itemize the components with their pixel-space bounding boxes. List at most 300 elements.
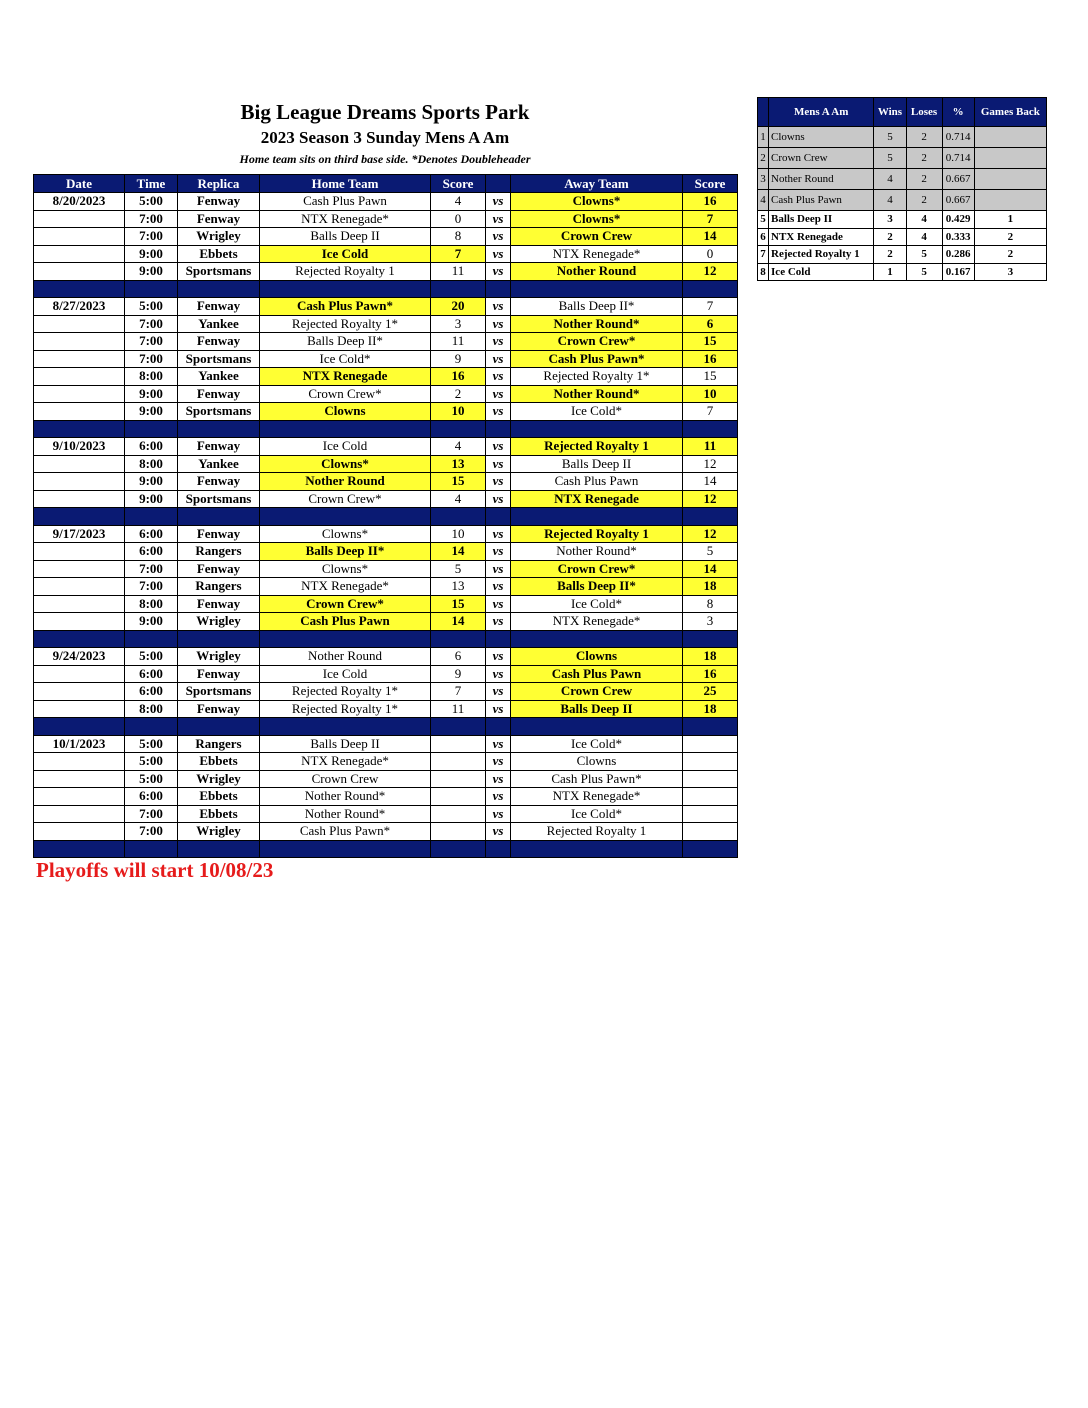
game-field: Rangers — [178, 735, 260, 753]
game-time: 9:00 — [125, 263, 178, 281]
game-field: Fenway — [178, 473, 260, 491]
away-score: 7 — [683, 298, 738, 316]
vs-label: vs — [486, 700, 511, 718]
col-home-team: Home Team — [260, 175, 431, 193]
game-time: 9:00 — [125, 613, 178, 631]
game-row — [34, 385, 738, 403]
vs-label: vs — [486, 228, 511, 246]
separator-cell — [486, 508, 511, 526]
vs-label: vs — [486, 455, 511, 473]
game-row — [34, 298, 738, 316]
home-score: 2 — [431, 385, 486, 403]
standing-pct: 0.714 — [942, 127, 974, 148]
game-date: 9/24/2023 — [34, 648, 125, 666]
separator-cell — [125, 630, 178, 648]
game-time: 6:00 — [125, 438, 178, 456]
home-team: Rejected Royalty 1* — [260, 683, 431, 701]
standings-col-rank — [758, 98, 769, 127]
away-score: 6 — [683, 315, 738, 333]
game-time: 7:00 — [125, 315, 178, 333]
game-row — [34, 595, 738, 613]
game-row — [34, 368, 738, 386]
game-date: 9/17/2023 — [34, 525, 125, 543]
vs-label: vs — [486, 385, 511, 403]
game-time: 6:00 — [125, 543, 178, 561]
standings-row — [758, 127, 1047, 148]
home-score: 9 — [431, 350, 486, 368]
home-score: 7 — [431, 683, 486, 701]
standing-loses: 2 — [906, 169, 942, 190]
away-team: Ice Cold* — [511, 805, 683, 823]
standings-col-loses: Loses — [906, 98, 942, 127]
separator-cell — [486, 840, 511, 858]
away-team: Crown Crew* — [511, 560, 683, 578]
separator-cell — [125, 840, 178, 858]
separator-cell — [34, 630, 125, 648]
schedule-table — [33, 174, 738, 858]
standing-team: NTX Renegade — [769, 228, 874, 246]
game-date: 8/20/2023 — [34, 193, 125, 211]
game-row — [34, 490, 738, 508]
separator-cell — [511, 840, 683, 858]
home-score: 11 — [431, 700, 486, 718]
page-subtitle: 2023 Season 3 Sunday Mens A Am — [260, 128, 510, 147]
away-team: Cash Plus Pawn — [511, 473, 683, 491]
home-team: Clowns — [260, 403, 431, 421]
standing-games-back — [974, 169, 1046, 190]
home-team: Crown Crew — [260, 770, 431, 788]
game-field: Fenway — [178, 298, 260, 316]
game-time: 9:00 — [125, 473, 178, 491]
game-date — [34, 385, 125, 403]
game-row — [34, 228, 738, 246]
home-score: 9 — [431, 665, 486, 683]
standing-games-back — [974, 148, 1046, 169]
separator-cell — [511, 280, 683, 298]
game-row — [34, 683, 738, 701]
standing-wins: 2 — [874, 246, 906, 264]
standing-loses: 4 — [906, 211, 942, 229]
standing-team: Crown Crew — [769, 148, 874, 169]
game-row — [34, 350, 738, 368]
away-team: Nother Round* — [511, 315, 683, 333]
col-time: Time — [125, 175, 178, 193]
home-score: 11 — [431, 333, 486, 351]
home-team: Ice Cold* — [260, 350, 431, 368]
away-team: Cash Plus Pawn — [511, 665, 683, 683]
game-field: Fenway — [178, 210, 260, 228]
game-time: 7:00 — [125, 350, 178, 368]
vs-label: vs — [486, 648, 511, 666]
separator-cell — [511, 630, 683, 648]
vs-label: vs — [486, 665, 511, 683]
home-score: 10 — [431, 525, 486, 543]
game-time: 8:00 — [125, 368, 178, 386]
home-score: 14 — [431, 613, 486, 631]
game-date: 10/1/2023 — [34, 735, 125, 753]
standing-pct: 0.667 — [942, 190, 974, 211]
away-score — [683, 788, 738, 806]
away-team: NTX Renegade* — [511, 788, 683, 806]
game-time: 5:00 — [125, 298, 178, 316]
vs-label: vs — [486, 350, 511, 368]
home-team: Rejected Royalty 1 — [260, 263, 431, 281]
away-score: 7 — [683, 403, 738, 421]
home-score: 13 — [431, 578, 486, 596]
game-field: Yankee — [178, 368, 260, 386]
game-time: 6:00 — [125, 788, 178, 806]
game-date — [34, 665, 125, 683]
game-date — [34, 455, 125, 473]
home-score: 3 — [431, 315, 486, 333]
game-time: 8:00 — [125, 700, 178, 718]
away-team: Rejected Royalty 1 — [511, 438, 683, 456]
game-field: Fenway — [178, 665, 260, 683]
home-score — [431, 788, 486, 806]
game-date — [34, 770, 125, 788]
week-separator — [34, 508, 738, 526]
standing-games-back: 2 — [974, 228, 1046, 246]
standings-row — [758, 169, 1047, 190]
away-team: Crown Crew* — [511, 333, 683, 351]
home-score: 4 — [431, 490, 486, 508]
game-row — [34, 578, 738, 596]
home-team: Crown Crew* — [260, 385, 431, 403]
home-score — [431, 735, 486, 753]
vs-label: vs — [486, 333, 511, 351]
schedule-header-row — [34, 175, 738, 193]
separator-cell — [431, 420, 486, 438]
separator-cell — [431, 508, 486, 526]
home-team: Crown Crew* — [260, 490, 431, 508]
away-team: Ice Cold* — [511, 595, 683, 613]
away-team: Nother Round* — [511, 543, 683, 561]
home-score: 16 — [431, 368, 486, 386]
vs-label: vs — [486, 613, 511, 631]
standings-col-pct: % — [942, 98, 974, 127]
standing-loses: 2 — [906, 127, 942, 148]
away-team: Balls Deep II* — [511, 578, 683, 596]
away-team: Crown Crew — [511, 228, 683, 246]
away-score: 18 — [683, 648, 738, 666]
week-separator — [34, 280, 738, 298]
separator-cell — [486, 718, 511, 736]
standings-row — [758, 211, 1047, 229]
home-team: Nother Round — [260, 473, 431, 491]
week-separator — [34, 630, 738, 648]
game-date — [34, 788, 125, 806]
game-row — [34, 770, 738, 788]
game-time: 6:00 — [125, 665, 178, 683]
home-team: NTX Renegade — [260, 368, 431, 386]
vs-label: vs — [486, 753, 511, 771]
home-team: Clowns* — [260, 525, 431, 543]
standing-wins: 4 — [874, 169, 906, 190]
standing-rank: 4 — [758, 190, 769, 211]
away-score: 11 — [683, 438, 738, 456]
vs-label: vs — [486, 490, 511, 508]
game-time: 9:00 — [125, 490, 178, 508]
separator-cell — [683, 508, 738, 526]
separator-cell — [260, 280, 431, 298]
game-time: 7:00 — [125, 210, 178, 228]
game-row — [34, 805, 738, 823]
game-date — [34, 473, 125, 491]
away-team: NTX Renegade* — [511, 613, 683, 631]
game-time: 8:00 — [125, 595, 178, 613]
standings-row — [758, 246, 1047, 264]
away-score: 0 — [683, 245, 738, 263]
separator-cell — [260, 508, 431, 526]
vs-label: vs — [486, 683, 511, 701]
game-row — [34, 263, 738, 281]
game-field: Wrigley — [178, 823, 260, 841]
game-date — [34, 700, 125, 718]
standings-row — [758, 190, 1047, 211]
game-field: Fenway — [178, 333, 260, 351]
away-score — [683, 805, 738, 823]
standing-team: Clowns — [769, 127, 874, 148]
away-team: Rejected Royalty 1 — [511, 823, 683, 841]
standing-wins: 2 — [874, 228, 906, 246]
title-block — [33, 98, 737, 168]
away-score: 16 — [683, 665, 738, 683]
separator-cell — [260, 630, 431, 648]
game-date — [34, 350, 125, 368]
game-time: 9:00 — [125, 245, 178, 263]
standing-loses: 2 — [906, 190, 942, 211]
vs-label: vs — [486, 543, 511, 561]
standings-col-wins: Wins — [874, 98, 906, 127]
standing-pct: 0.714 — [942, 148, 974, 169]
home-score: 0 — [431, 210, 486, 228]
standing-rank: 3 — [758, 169, 769, 190]
vs-label: vs — [486, 770, 511, 788]
vs-label: vs — [486, 595, 511, 613]
standing-team: Ice Cold — [769, 263, 874, 281]
standings-header-row — [758, 98, 1047, 127]
separator-cell — [511, 508, 683, 526]
game-time: 9:00 — [125, 385, 178, 403]
vs-label: vs — [486, 315, 511, 333]
vs-label: vs — [486, 193, 511, 211]
game-row — [34, 823, 738, 841]
game-field: Yankee — [178, 315, 260, 333]
away-score: 10 — [683, 385, 738, 403]
game-field: Ebbets — [178, 788, 260, 806]
game-row — [34, 648, 738, 666]
standing-pct: 0.167 — [942, 263, 974, 281]
game-time: 6:00 — [125, 683, 178, 701]
col-home-score: Score — [431, 175, 486, 193]
home-score: 20 — [431, 298, 486, 316]
home-score: 4 — [431, 193, 486, 211]
game-field: Sportsmans — [178, 490, 260, 508]
away-score: 16 — [683, 350, 738, 368]
standings-body — [758, 127, 1047, 281]
home-score: 15 — [431, 473, 486, 491]
vs-label: vs — [486, 578, 511, 596]
game-date — [34, 823, 125, 841]
game-field: Sportsmans — [178, 683, 260, 701]
vs-label: vs — [486, 368, 511, 386]
standing-rank: 2 — [758, 148, 769, 169]
standing-pct: 0.429 — [942, 211, 974, 229]
standing-pct: 0.333 — [942, 228, 974, 246]
home-score: 14 — [431, 543, 486, 561]
away-score: 7 — [683, 210, 738, 228]
home-team: Rejected Royalty 1* — [260, 315, 431, 333]
home-team: Balls Deep II* — [260, 543, 431, 561]
col-date: Date — [34, 175, 125, 193]
separator-cell — [511, 718, 683, 736]
home-team: NTX Renegade* — [260, 210, 431, 228]
standing-wins: 1 — [874, 263, 906, 281]
vs-label: vs — [486, 245, 511, 263]
separator-cell — [178, 718, 260, 736]
separator-cell — [683, 420, 738, 438]
separator-cell — [260, 718, 431, 736]
standing-wins: 4 — [874, 190, 906, 211]
away-score — [683, 735, 738, 753]
away-team: Balls Deep II — [511, 455, 683, 473]
game-field: Ebbets — [178, 753, 260, 771]
vs-label: vs — [486, 560, 511, 578]
away-team: Clowns* — [511, 210, 683, 228]
home-team: Nother Round* — [260, 805, 431, 823]
col-away-score: Score — [683, 175, 738, 193]
game-time: 7:00 — [125, 805, 178, 823]
vs-label: vs — [486, 805, 511, 823]
home-team: Cash Plus Pawn* — [260, 823, 431, 841]
separator-cell — [683, 630, 738, 648]
standings-col-division: Mens A Am — [769, 98, 874, 127]
game-date — [34, 245, 125, 263]
home-team: Balls Deep II — [260, 228, 431, 246]
game-date — [34, 368, 125, 386]
game-time: 5:00 — [125, 753, 178, 771]
game-date — [34, 613, 125, 631]
home-score: 7 — [431, 245, 486, 263]
away-score: 12 — [683, 263, 738, 281]
game-field: Wrigley — [178, 613, 260, 631]
separator-cell — [125, 718, 178, 736]
separator-cell — [125, 420, 178, 438]
away-score: 18 — [683, 700, 738, 718]
home-team: Balls Deep II* — [260, 333, 431, 351]
away-score: 16 — [683, 193, 738, 211]
separator-cell — [511, 420, 683, 438]
game-field: Wrigley — [178, 228, 260, 246]
home-score: 4 — [431, 438, 486, 456]
separator-cell — [125, 508, 178, 526]
standing-loses: 2 — [906, 148, 942, 169]
standing-pct: 0.667 — [942, 169, 974, 190]
game-time: 5:00 — [125, 648, 178, 666]
game-row — [34, 333, 738, 351]
game-field: Fenway — [178, 560, 260, 578]
game-date — [34, 805, 125, 823]
standing-games-back — [974, 190, 1046, 211]
away-team: Rejected Royalty 1 — [511, 525, 683, 543]
standing-team: Rejected Royalty 1 — [769, 246, 874, 264]
game-date — [34, 403, 125, 421]
away-score: 15 — [683, 333, 738, 351]
game-field: Ebbets — [178, 245, 260, 263]
away-score: 5 — [683, 543, 738, 561]
home-team: Clowns* — [260, 560, 431, 578]
separator-cell — [683, 280, 738, 298]
vs-label: vs — [486, 735, 511, 753]
standing-wins: 3 — [874, 211, 906, 229]
separator-cell — [486, 630, 511, 648]
standing-games-back: 3 — [974, 263, 1046, 281]
standing-rank: 8 — [758, 263, 769, 281]
standing-games-back: 2 — [974, 246, 1046, 264]
game-row — [34, 315, 738, 333]
game-date — [34, 490, 125, 508]
game-field: Ebbets — [178, 805, 260, 823]
separator-cell — [431, 280, 486, 298]
game-field: Fenway — [178, 525, 260, 543]
vs-label: vs — [486, 525, 511, 543]
home-score — [431, 823, 486, 841]
separator-cell — [431, 718, 486, 736]
game-date: 8/27/2023 — [34, 298, 125, 316]
game-row — [34, 543, 738, 561]
game-field: Sportsmans — [178, 263, 260, 281]
separator-cell — [34, 508, 125, 526]
home-score: 5 — [431, 560, 486, 578]
game-date — [34, 543, 125, 561]
home-score: 8 — [431, 228, 486, 246]
game-time: 7:00 — [125, 560, 178, 578]
game-date — [34, 210, 125, 228]
game-row — [34, 210, 738, 228]
game-field: Wrigley — [178, 770, 260, 788]
separator-cell — [260, 420, 431, 438]
game-date: 9/10/2023 — [34, 438, 125, 456]
game-row — [34, 700, 738, 718]
away-team: Cash Plus Pawn* — [511, 770, 683, 788]
game-time: 7:00 — [125, 578, 178, 596]
page-title: Big League Dreams Sports Park — [240, 100, 530, 124]
away-team: Nother Round* — [511, 385, 683, 403]
separator-cell — [178, 630, 260, 648]
away-team: NTX Renegade — [511, 490, 683, 508]
away-score: 14 — [683, 473, 738, 491]
away-team: Rejected Royalty 1* — [511, 368, 683, 386]
away-team: Cash Plus Pawn* — [511, 350, 683, 368]
vs-label: vs — [486, 210, 511, 228]
vs-label: vs — [486, 438, 511, 456]
home-score — [431, 753, 486, 771]
standing-team: Balls Deep II — [769, 211, 874, 229]
game-row — [34, 613, 738, 631]
game-time: 9:00 — [125, 403, 178, 421]
game-field: Wrigley — [178, 648, 260, 666]
col-away-team: Away Team — [511, 175, 683, 193]
standing-rank: 1 — [758, 127, 769, 148]
separator-cell — [178, 420, 260, 438]
game-field: Fenway — [178, 700, 260, 718]
game-time: 5:00 — [125, 770, 178, 788]
game-field: Fenway — [178, 595, 260, 613]
vs-label: vs — [486, 823, 511, 841]
game-field: Sportsmans — [178, 403, 260, 421]
home-team: Balls Deep II — [260, 735, 431, 753]
standing-loses: 4 — [906, 228, 942, 246]
